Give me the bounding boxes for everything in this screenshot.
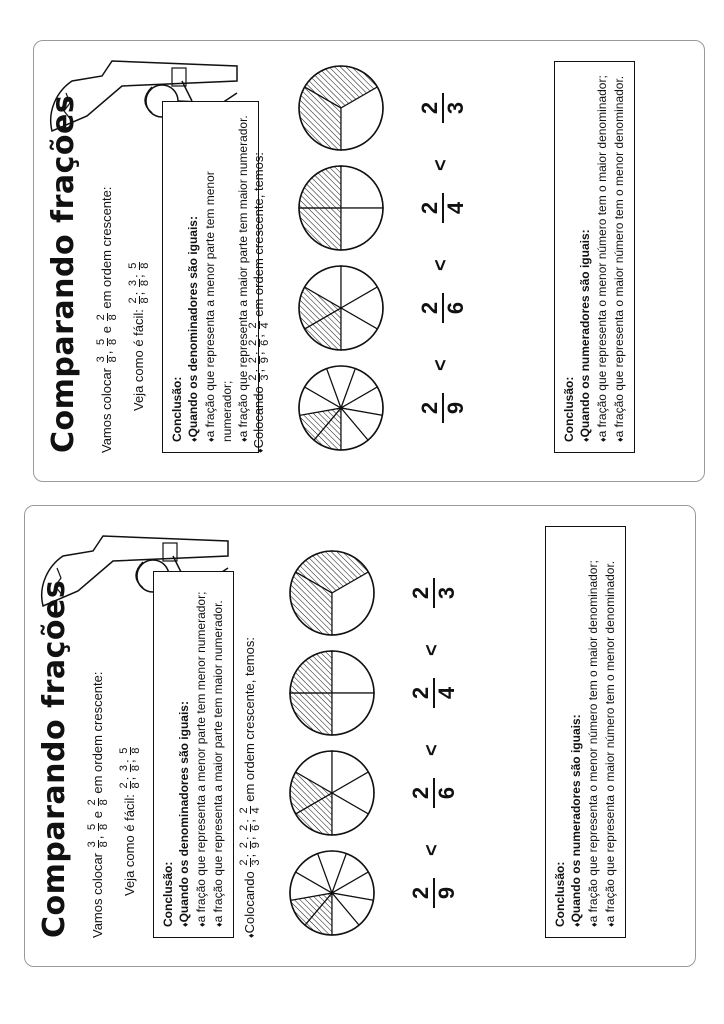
conclusion-box-denominators: Conclusão: ♦ Quando os denominadores são iguais: ♦ a fração que representa a menor parte tem menor numerador; ♦ a fração que representa a maior parte tem maior numerador. [162, 101, 259, 453]
ordered-fraction-2: 2 6 [418, 293, 468, 323]
circle-two-thirds [296, 63, 386, 153]
circle-two-thirds [287, 548, 377, 638]
circle-two-fourths [287, 648, 377, 738]
conclusion-box-numerators: Conclusão: ♦ Quando os numeradores são iguais: ♦ a fração que representa o menor número tem o maior denominador; ♦ a fração que representa o maior número tem o menor denominador. [545, 526, 626, 938]
less-than-sign: < [430, 159, 452, 171]
less-than-sign: < [421, 644, 443, 656]
easy-line: Veja como é fácil: 2 8 ; 3 8 ; 5 8 [118, 747, 142, 896]
circle-two-ninths [287, 848, 377, 938]
easy-line: Veja como é fácil: 2 8 ; 3 8 ; 5 8 [127, 262, 151, 411]
ordered-fraction-1: 2 9 [409, 878, 459, 908]
circle-two-ninths [296, 363, 386, 453]
worksheet-title: Comparando frações [46, 94, 81, 453]
circle-two-fourths [296, 163, 386, 253]
less-than-sign: < [430, 359, 452, 371]
worksheet-title: Comparando frações [37, 579, 72, 938]
circle-two-sixths [296, 263, 386, 353]
worksheet-copy-bottom [24, 505, 696, 967]
ordered-fraction-4: 2 3 [418, 93, 468, 123]
worksheet-content [34, 41, 704, 481]
less-than-sign: < [421, 844, 443, 856]
ordered-fraction-1: 2 9 [418, 393, 468, 423]
conclusion-box-numerators: Conclusão: ♦ Quando os numeradores são iguais: ♦ a fração que representa o menor número tem o maior denominador; ♦ a fração que representa o maior número tem o menor denominador. [554, 61, 635, 453]
colocando-line: ♦ Colocando 2 3 ; 2 9 ; 2 6 ; 2 4 em ordem crescente, temos: [239, 637, 262, 938]
intro-line: Vamos colocar 3 8 , 5 8 e 2 8 em ordem crescente: [95, 186, 119, 453]
fraction-circles-row [296, 41, 406, 481]
less-than-sign: < [430, 259, 452, 271]
circle-two-sixths [287, 748, 377, 838]
ordered-fraction-4: 2 3 [409, 578, 459, 608]
less-than-sign: < [421, 744, 443, 756]
conclusion-box-denominators: Conclusão: ♦ Quando os denominadores são iguais: ♦ a fração que representa a menor parte tem menor numerador; ♦ a fração que representa a maior parte tem maior numerador. [153, 571, 234, 938]
fraction-circles-row [287, 506, 397, 966]
worksheet-copy-top [33, 40, 705, 482]
ordered-fraction-3: 2 4 [409, 678, 459, 708]
intro-line: Vamos colocar 3 8 , 5 8 e 2 8 em ordem crescente: [86, 671, 110, 938]
ordered-fraction-2: 2 6 [409, 778, 459, 808]
ordered-fraction-3: 2 4 [418, 193, 468, 223]
worksheet-content [25, 506, 695, 966]
colocando-line: ♦ Colocando 2 3 ; 2 9 ; 2 6 ; 2 4 em ordem crescente, temos: [248, 152, 271, 453]
